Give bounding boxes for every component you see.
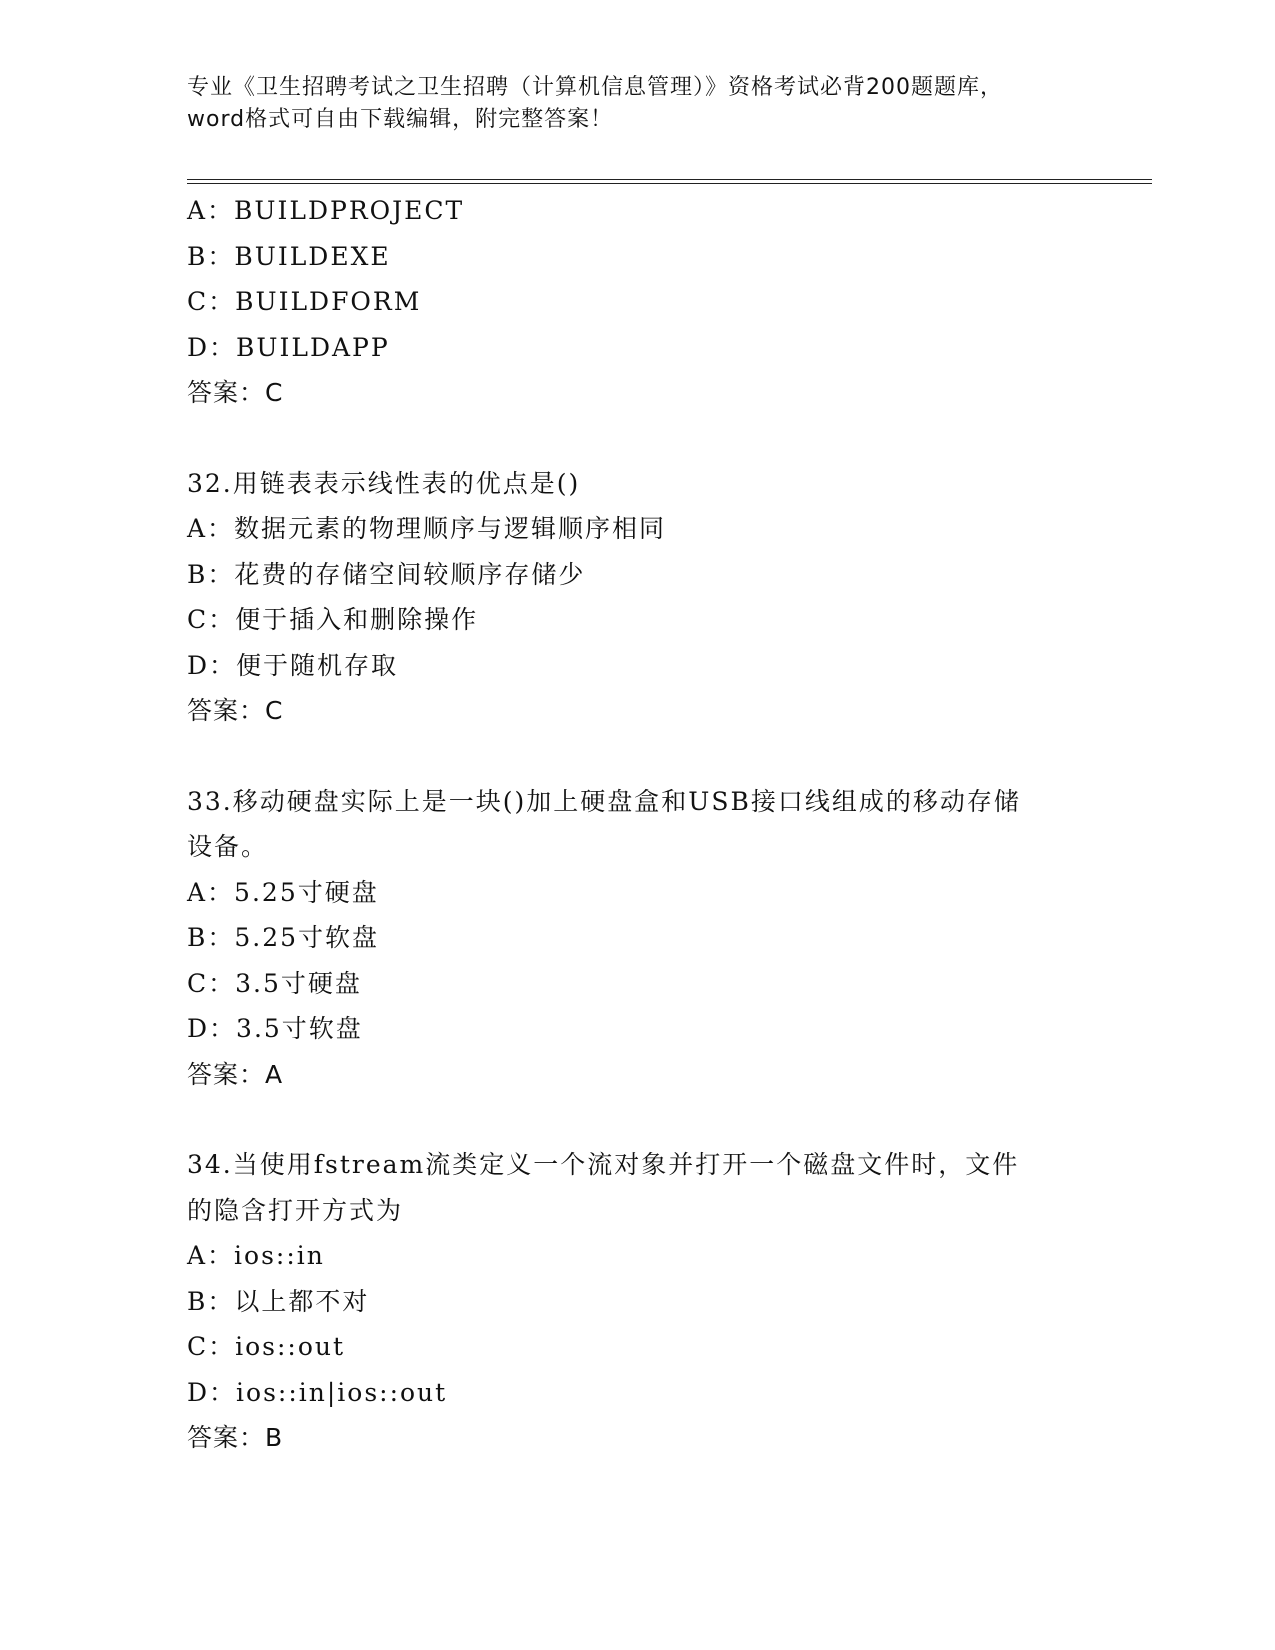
spacer [187, 734, 1087, 779]
option-b: B：以上都不对 [187, 1286, 370, 1316]
header-divider-bottom [187, 183, 1152, 184]
question-list [187, 188, 1087, 1461]
option-a: A：BUILDPROJECT [187, 196, 465, 225]
question-block [187, 188, 1087, 416]
answer-line: 答案：C [187, 378, 284, 407]
option-c: C：ios::out [187, 1332, 346, 1361]
option-b: B：5.25寸软盘 [187, 923, 380, 952]
option-d: D：BUILDAPP [187, 332, 390, 362]
option-d: D：ios::in|ios::out [187, 1377, 448, 1407]
option-b: B：BUILDEXE [187, 241, 391, 271]
spacer [187, 1097, 1087, 1142]
header-divider-top [187, 179, 1152, 180]
question-stem: 32.用链表表示线性表的优点是() [187, 468, 581, 498]
header-line-2: word格式可自由下载编辑，附完整答案！ [187, 107, 614, 132]
option-c: C：BUILDFORM [187, 287, 422, 316]
option-d: D：便于随机存取 [187, 650, 399, 680]
question-stem-line-1: 33.移动硬盘实际上是一块()加上硬盘盒和USB接口线组成的移动存储 [187, 786, 1021, 816]
question-stem-line-2: 的隐含打开方式为 [187, 1195, 404, 1225]
answer-line: 答案：C [187, 696, 284, 725]
spacer [187, 416, 1087, 461]
question-block [187, 1142, 1087, 1461]
question-block [187, 461, 1087, 734]
document-header [187, 72, 1087, 136]
option-c: C：3.5寸硬盘 [187, 968, 362, 998]
question-block [187, 779, 1087, 1098]
option-a: A：ios::in [187, 1241, 325, 1270]
option-c: C：便于插入和删除操作 [187, 605, 479, 634]
header-line-1: 专业《卫生招聘考试之卫生招聘（计算机信息管理）》资格考试必背200题题库， [187, 75, 1003, 100]
option-d: D：3.5寸软盘 [187, 1014, 363, 1043]
option-a: A：数据元素的物理顺序与逻辑顺序相同 [187, 514, 667, 543]
question-stem-line-1: 34.当使用fstream流类定义一个流对象并打开一个磁盘文件时，文件 [187, 1150, 1020, 1179]
option-b: B：花费的存储空间较顺序存储少 [187, 559, 586, 589]
question-stem-line-2: 设备。 [187, 832, 269, 861]
option-a: A：5.25寸硬盘 [187, 877, 379, 907]
answer-line: 答案：A [187, 1059, 284, 1089]
answer-line: 答案：B [187, 1423, 284, 1452]
